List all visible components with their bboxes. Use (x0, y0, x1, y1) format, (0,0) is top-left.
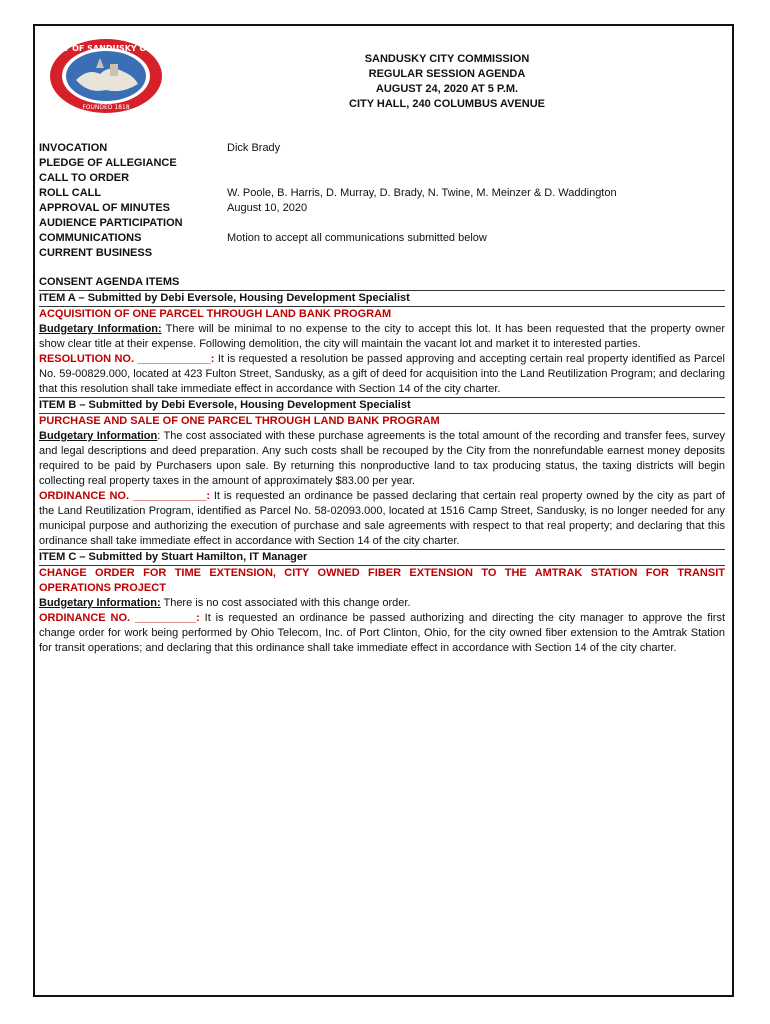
order-label: PLEDGE OF ALLEGIANCE (39, 157, 177, 169)
item-a-action (39, 352, 725, 397)
agenda-header (200, 52, 694, 112)
order-row (39, 186, 729, 201)
order-value: Motion to accept all communications submitted below (227, 232, 487, 244)
order-of-business (39, 141, 729, 261)
item-b-subject: PURCHASE AND SALE OF ONE PARCEL THROUGH LAND BANK PROGRAM (39, 415, 440, 427)
consent-agenda (39, 275, 725, 656)
budget-label: Budgetary Information: (39, 597, 161, 609)
order-row (39, 156, 729, 171)
order-label: AUDIENCE PARTICIPATION (39, 217, 183, 229)
item-b-action (39, 489, 725, 549)
svg-text:FOUNDED 1818: FOUNDED 1818 (82, 104, 130, 111)
city-seal-logo (48, 38, 164, 114)
ordinance-label: ORDINANCE NO. ____________: (39, 490, 210, 502)
action-text: It is requested a resolution be passed approving and accepting certain real property identified as Parcel No. 59-00829.000, located at 423 Fulton Street, Sandusky, as a gift of deed for acquisition into the Land Reutilization Program; and declaring that this resolution shall take immediate effect in accordance with Section 14 of the city charter. (39, 353, 725, 395)
item-a-subject: ACQUISITION OF ONE PARCEL THROUGH LAND BANK PROGRAM (39, 308, 392, 320)
budget-label: Budgetary Information: (39, 323, 162, 335)
budget-text: There is no cost associated with this change order. (160, 597, 411, 609)
order-row (39, 246, 729, 261)
order-row (39, 201, 729, 216)
header-session: REGULAR SESSION AGENDA (368, 68, 526, 80)
order-row (39, 216, 729, 231)
budget-text: : The cost associated with these purchase agreements is the total amount of the recording and transfer fees, survey and legal descriptions and deed preparation. Any such costs shall be recouped by the City from the nonrefundable earnest money deposits required to be paid by Purchasers upon sale. By returning this nonproductive land to tax producing status, the taxing districts will begin collecting real property taxes in the amount of approximately $83.00 per year. (39, 430, 726, 487)
order-value: August 10, 2020 (227, 202, 308, 214)
consent-heading: CONSENT AGENDA ITEMS (39, 275, 725, 291)
order-row (39, 141, 729, 156)
header-commission: SANDUSKY CITY COMMISSION (364, 53, 530, 65)
order-value: Dick Brady (227, 142, 281, 154)
item-c-budget (39, 596, 725, 611)
action-text: It is requested an ordinance be passed authorizing and directing the city manager to approve the first change order for work being performed by Ohio Telecom, Inc. of Port Clinton, Ohio, for the city owned fiber extension to the Amtrak Station for transit operations; and declaring that this ordinance shall take immediate effect in accordance with Section 14 of the city charter. (39, 612, 726, 654)
order-label: CALL TO ORDER (39, 172, 130, 184)
order-label: CURRENT BUSINESS (39, 247, 153, 259)
header-date: AUGUST 24, 2020 AT 5 P.M. (375, 83, 519, 95)
order-label: INVOCATION (39, 142, 108, 154)
order-label: APPROVAL OF MINUTES (39, 202, 170, 214)
svg-text:CITY OF SANDUSKY OHIO: CITY OF SANDUSKY OHIO (49, 44, 163, 53)
order-label: COMMUNICATIONS (39, 232, 142, 244)
item-b-title: ITEM B – Submitted by Debi Eversole, Housing Development Specialist (39, 397, 725, 414)
item-c-title: ITEM C – Submitted by Stuart Hamilton, IT Manager (39, 549, 725, 566)
item-c-action (39, 611, 725, 656)
resolution-label: RESOLUTION NO. ____________: (39, 353, 215, 365)
item-c-subject: CHANGE ORDER FOR TIME EXTENSION, CITY OWNED FIBER EXTENSION TO THE AMTRAK STATION FOR TRANSIT OPERATIONS PROJECT (39, 567, 725, 594)
ordinance-label: ORDINANCE NO. __________: (39, 612, 200, 624)
item-a-title: ITEM A – Submitted by Debi Eversole, Housing Development Specialist (39, 291, 725, 307)
order-value: W. Poole, B. Harris, D. Murray, D. Brady, N. Twine, M. Meinzer & D. Waddington (227, 187, 617, 199)
order-row (39, 231, 729, 246)
item-b-budget (39, 429, 725, 489)
action-text: It is requested an ordinance be passed declaring that certain real property owned by the city as part of the Land Reutilization Program, identified as Parcel No. 58-02093.000, located at 1516 Camp Street, Sandusky, is no longer needed for any municipal purpose and authorizing the execution of purchase and sale agreements with respect to that real property; and declaring that this ordinance shall take immediate effect in accordance with Section 14 of the city charter. (39, 490, 725, 547)
budget-label: Budgetary Information (39, 430, 158, 442)
order-row (39, 171, 729, 186)
order-label: ROLL CALL (39, 187, 102, 199)
budget-text: There will be minimal to no expense to the city to accept this lot. It has been requested that the property owner show clear title at their expense. Following demolition, the city will maintain the vacant lot and market it to interested parties. (39, 323, 725, 350)
item-a-budget (39, 322, 725, 352)
header-location: CITY HALL, 240 COLUMBUS AVENUE (349, 98, 545, 110)
